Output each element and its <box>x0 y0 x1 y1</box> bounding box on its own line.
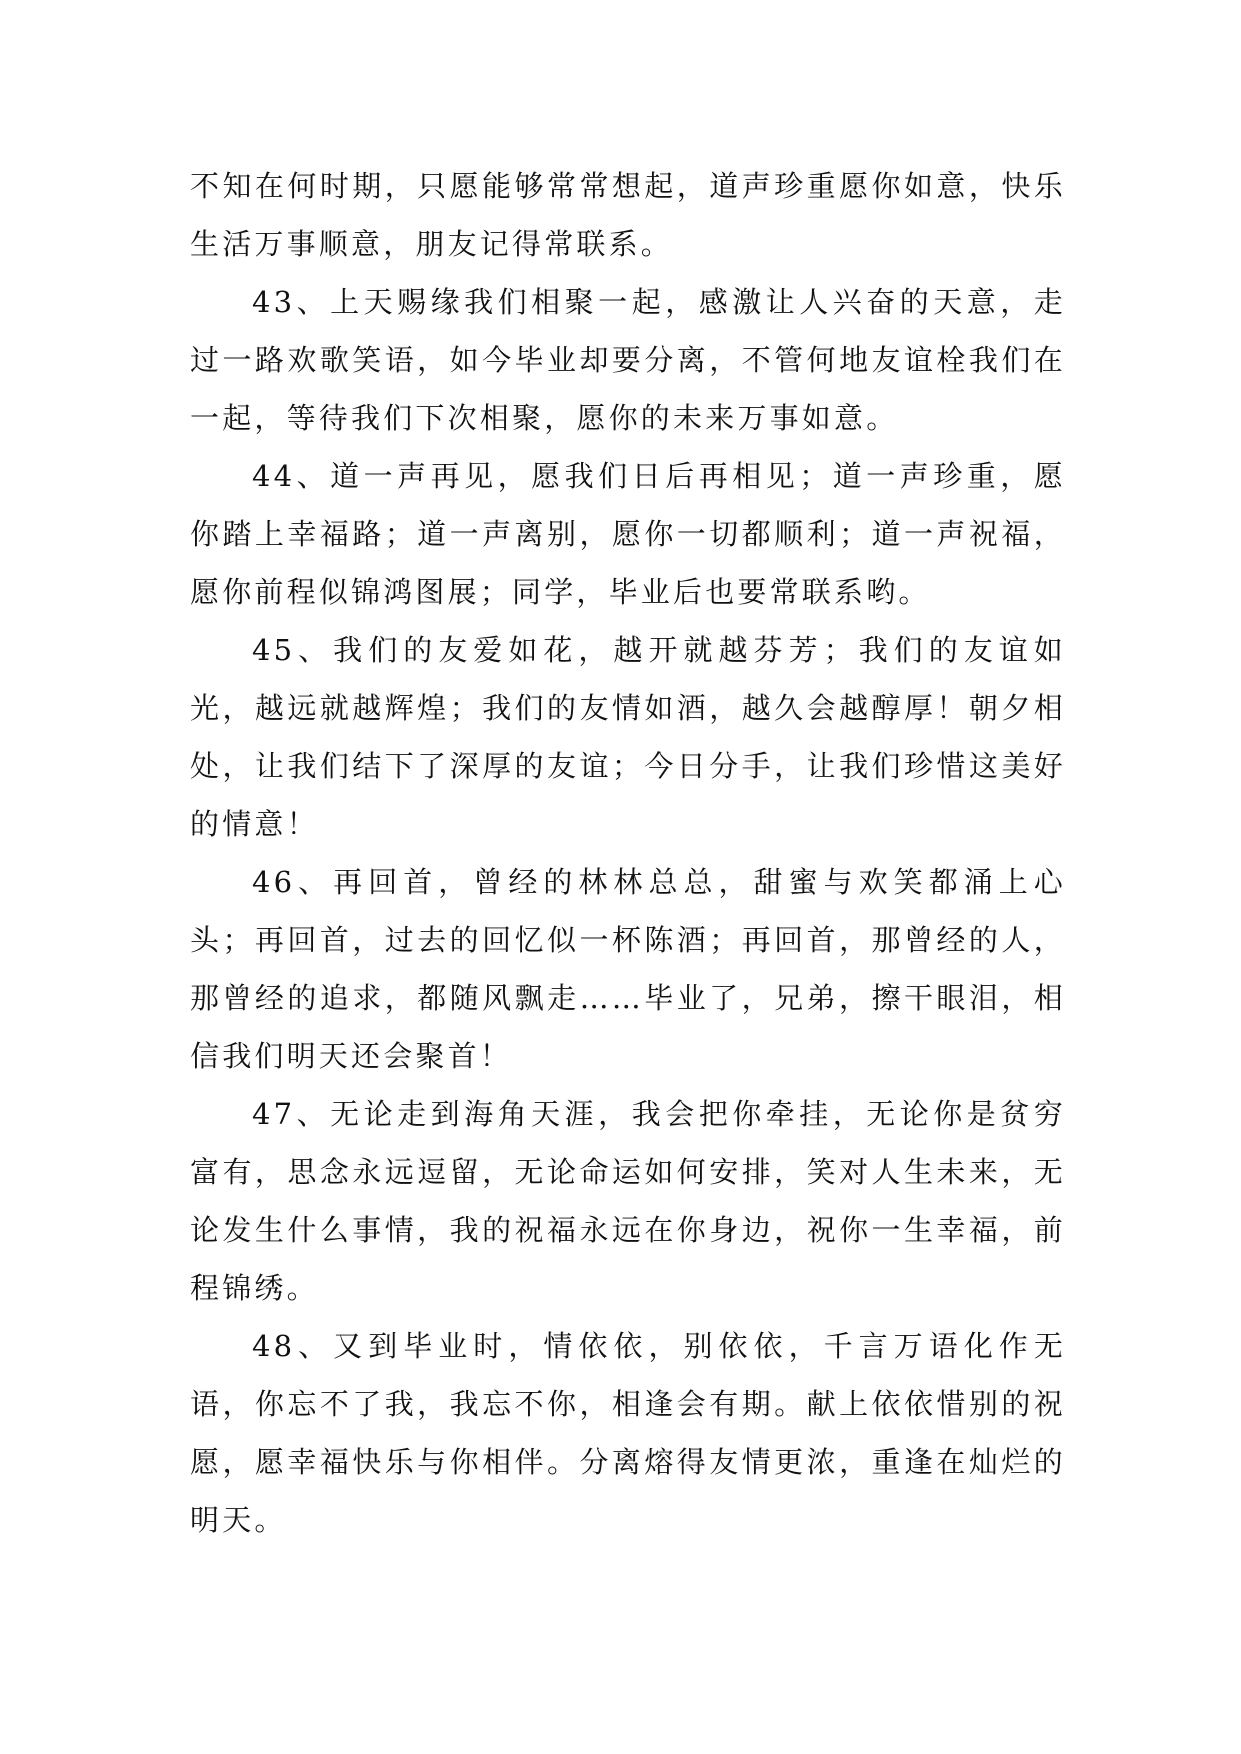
document-body <box>190 157 1066 1549</box>
paragraph-46: 46、再回首，曾经的林林总总，甜蜜与欢笑都涌上心头；再回首，过去的回忆似一杯陈酒；再回首，那曾经的人，那曾经的追求，都随风飘走……毕业了，兄弟，擦干眼泪，相信我们明天还会聚首！ <box>190 865 1066 1073</box>
paragraph-48: 48、又到毕业时，情依依，别依依，千言万语化作无语，你忘不了我，我忘不你，相逢会有期。献上依依惜别的祝愿，愿幸福快乐与你相伴。分离熔得友情更浓，重逢在灿烂的明天。 <box>190 1329 1066 1537</box>
paragraph-47: 47、无论走到海角天涯，我会把你牵挂，无论你是贫穷富有，思念永远逗留，无论命运如何安排，笑对人生未来，无论发生什么事情，我的祝福永远在你身边，祝你一生幸福，前程锦绣。 <box>190 1097 1066 1305</box>
paragraph-continued: 不知在何时期，只愿能够常常想起，道声珍重愿你如意，快乐生活万事顺意，朋友记得常联系。 <box>190 169 1066 261</box>
paragraph-45: 45、我们的友爱如花，越开就越芬芳；我们的友谊如光，越远就越辉煌；我们的友情如酒，越久会越醇厚！朝夕相处，让我们结下了深厚的友谊；今日分手，让我们珍惜这美好的情意！ <box>190 633 1066 841</box>
paragraph-44: 44、道一声再见，愿我们日后再相见；道一声珍重，愿你踏上幸福路；道一声离别，愿你一切都顺利；道一声祝福，愿你前程似锦鸿图展；同学，毕业后也要常联系哟。 <box>190 459 1066 609</box>
paragraph-43: 43、上天赐缘我们相聚一起，感激让人兴奋的天意，走过一路欢歌笑语，如今毕业却要分离，不管何地友谊栓我们在一起，等待我们下次相聚，愿你的未来万事如意。 <box>190 285 1066 435</box>
